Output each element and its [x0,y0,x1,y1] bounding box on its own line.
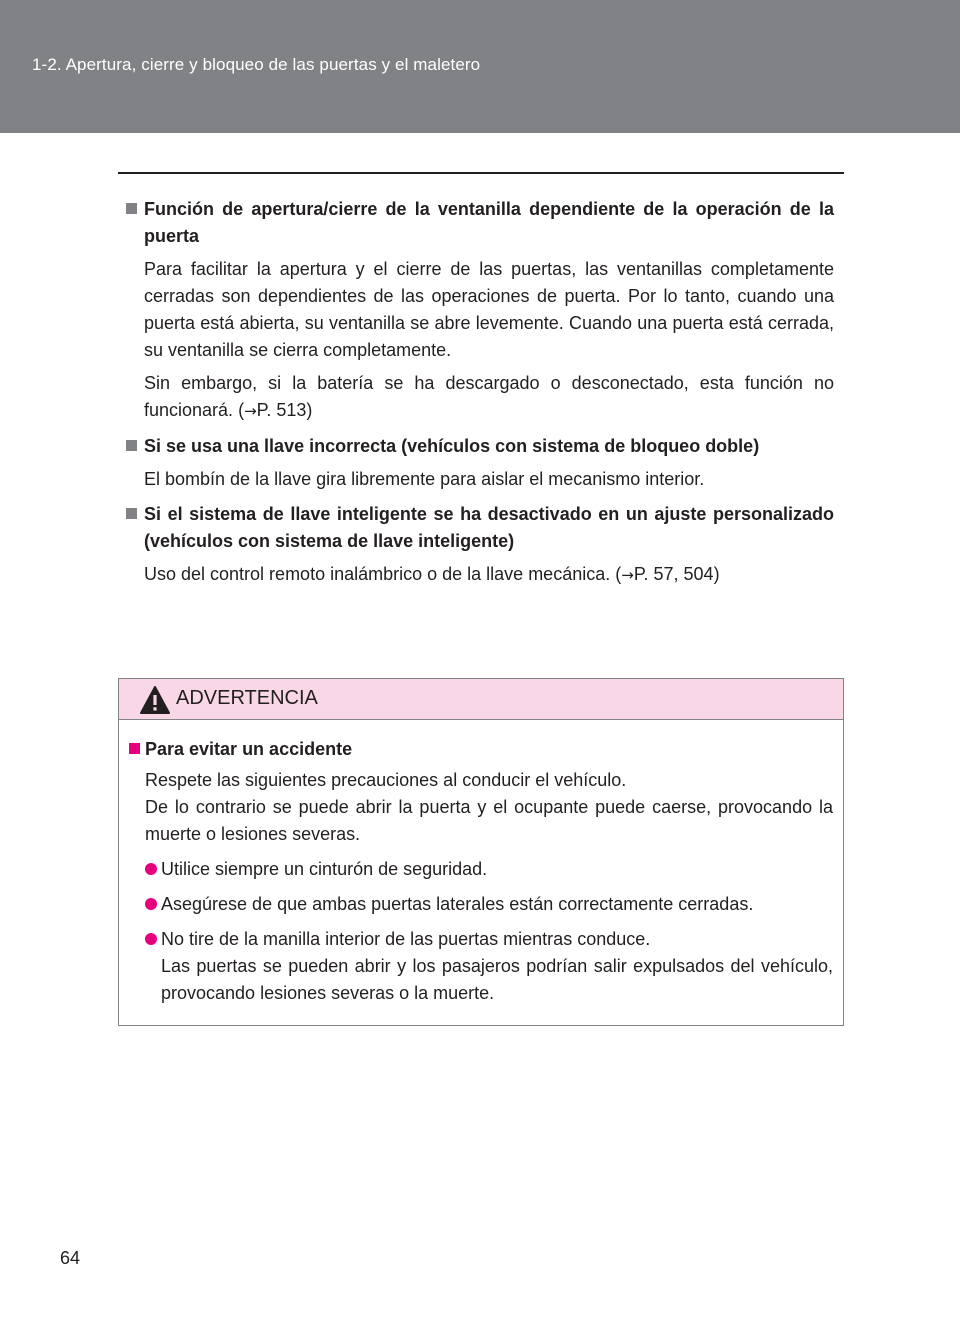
warning-triangle-icon [139,685,171,715]
square-bullet-icon [126,440,137,451]
arrow-right-icon: → [621,566,634,584]
top-rule [118,172,844,174]
chapter-title: 1-2. Apertura, cierre y bloqueo de las puertas y el maletero [32,55,481,74]
square-bullet-icon [126,508,137,519]
circle-bullet-icon [145,863,157,875]
paragraph: Sin embargo, si la batería se ha descargado o desconectado, esta función no funcionará. (→P. 513) [144,373,834,420]
paragraph: Uso del control remoto inalámbrico o de la llave mecánica. (→P. 57, 504) [144,564,720,584]
page-header [0,0,960,133]
square-bullet-icon [129,743,140,754]
warning-header [119,679,843,720]
circle-bullet-icon [145,933,157,945]
warning-box [118,678,844,1026]
square-bullet-icon [126,203,137,214]
page-reference[interactable]: P. 57, 504 [633,564,714,584]
arrow-right-icon: → [244,402,257,420]
page-number: 64 [60,1248,81,1268]
list-item: Asegúrese de que ambas puertas laterales están correctamente cerradas. [129,891,833,918]
circle-bullet-icon [145,898,157,910]
warning-body [119,720,843,1007]
list-item: Utilice siempre un cinturón de seguridad. [129,856,833,883]
paragraph: El bombín de la llave gira libremente para aislar el mecanismo interior. [144,469,705,489]
warning-heading: Para evitar un accidente [129,736,833,763]
section-heading: Si se usa una llave incorrecta (vehículos con sistema de bloqueo doble) [126,433,834,460]
section-heading: Si el sistema de llave inteligente se ha desactivado en un ajuste personalizado (vehículos con sistema de llave inteligente) [126,501,834,555]
list-item: No tire de la manilla interior de las puertas mientras conduce. Las puertas se pueden abrir y los pasajeros podrían salir expulsados del vehículo, provocando lesiones severas o la muerte. [129,926,833,1007]
section-heading: Función de apertura/cierre de la ventanilla dependiente de la operación de la puerta [126,196,834,250]
page-reference[interactable]: P. 513 [256,400,307,420]
paragraph: Para facilitar la apertura y el cierre de las puertas, las ventanillas completamente cerradas son dependientes de las operaciones de puerta. Por lo tanto, cuando una puerta está abierta, su ventanilla se abre levemente. Cuando una puerta está cerrada, su ventanilla se cierra completamente. [144,259,834,360]
warning-title: ADVERTENCIA [176,687,318,709]
warning-intro: Respete las siguientes precauciones al conducir el vehículo. De lo contrario se puede abrir la puerta y el ocupante puede caerse, provocando la muerte o lesiones severas. [145,770,833,844]
section-incorrect-key [126,433,834,493]
section-smart-key [126,501,834,589]
main-content [126,196,834,597]
section-window-function [126,196,834,425]
